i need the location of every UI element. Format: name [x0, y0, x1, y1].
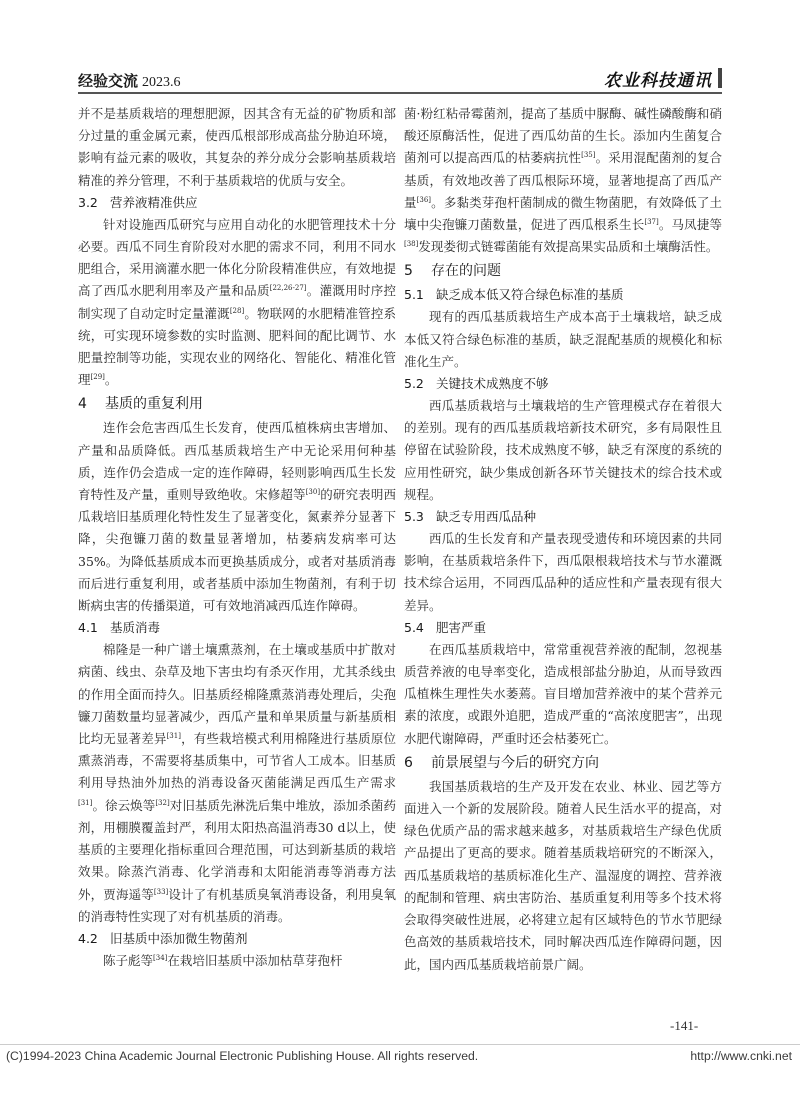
section-heading: 4.1 基质消毒: [78, 620, 161, 636]
footer-link[interactable]: http://www.cnki.net: [690, 1049, 792, 1063]
issue-number: 2023.6: [142, 75, 181, 90]
footer-divider: [0, 1044, 800, 1045]
paragraph: 在西瓜基质栽培中，常常重视营养液的配制，忽视基质营养液的电导率变化，造成根部盐分胁迫，从而导致西瓜植株生理性失水萎蔫。盲目增加营养液中的某个营养元素的浓度，或跟外追肥，造成严重的“高浓度肥害”，出现水肥代谢障碍，严重时还会枯萎死亡。: [404, 641, 722, 746]
section-heading: 5.1 缺乏成本低又符合绿色标准的基质: [404, 287, 624, 303]
section-heading: 5.3 缺乏专用西瓜品种: [404, 509, 537, 525]
right-column: [404, 103, 722, 976]
paragraph: 西瓜基质栽培与土壤栽培的生产管理模式存在着很大的差别。现有的西瓜基质栽培新技术研究，多有局限性且停留在试验阶段，技术成熟度不够，缺乏有深度的系统的应用性研究，缺少集成创新各环节关键技术的综合技术或规程。: [404, 398, 722, 502]
citation: [36]: [416, 195, 432, 204]
citation: [34]: [153, 953, 168, 962]
left-column: [78, 103, 396, 972]
citation: [29]: [90, 373, 105, 382]
section-heading: 4.2 旧基质中添加微生物菌剂: [78, 930, 248, 946]
copyright-notice: (C)1994-2023 China Academic Journal Electronic Publishing House. All rights reserved.: [6, 1049, 479, 1063]
citation: [32]: [155, 798, 170, 807]
section-heading: 5 存在的问题: [404, 263, 501, 280]
citation: [31]: [166, 731, 181, 740]
section-heading: 5.2 关键技术成熟度不够: [404, 376, 549, 392]
section-heading: 5.4 肥害严重: [404, 619, 487, 635]
journal-section: 经验交流: [78, 72, 139, 90]
citation: [30]: [305, 487, 321, 496]
citation: [35]: [581, 151, 596, 160]
citation: [38]: [404, 240, 419, 249]
citation: [31]: [78, 798, 93, 807]
header-rule: [78, 92, 722, 94]
page-number: -141-: [670, 1018, 699, 1033]
section-heading: 6 前景展望与今后的研究方向: [404, 754, 599, 771]
paragraph: 西瓜的生长发育和产量表现受遗传和环境因素的共同影响，在基质栽培条件下，西瓜限根栽培技术与节水灌溉技术综合运用，不同西瓜品种的适应性和产量表现有很大差异。: [404, 531, 722, 613]
citation: [22,26-27]: [269, 284, 307, 293]
paragraph: 棉隆是一种广谱土壤熏蒸剂，在土壤或基质中扩散对病菌、线虫、杂草及地下害虫均有杀灭作用，尤其杀线虫的作用全面而持久。旧基质经棉隆熏蒸消毒处理后，尖孢镰刀菌数量均显著减少，西瓜产量和单果质量与新基质相比均无显著差异[31]，有些栽培模式利用棉隆进行基质原位熏蒸消毒，不需要将基质集中，可节省人工成本。旧基质利用导热油外加热的消毒设备灭菌能满足西瓜生产需求[31]。徐云焕等[32]对旧基质先淋洗后集中堆放，添加杀菌药剂，用棚膜覆盖封严，利用太阳热高温消毒30 d以上，使基质的主要理化指标重回合理范围，可达到新基质的栽培效果。除蒸汽消毒、化学消毒和太阳能消毒等消毒方法外，贾海遥等[33]设计了有机基质臭氧消毒设备，利用臭氧的消毒特性实现了对有机基质的消毒。: [78, 642, 396, 924]
citation: [37]: [644, 217, 659, 226]
header-bar-decoration: [718, 68, 722, 88]
citation: [33]: [153, 887, 169, 896]
section-heading: 3.2 营养液精准供应: [78, 194, 198, 210]
page-header: [78, 66, 722, 96]
section-heading: 4 基质的重复利用: [78, 396, 203, 413]
paragraph: 并不是基质栽培的理想肥源，因其含有无益的矿物质和部分过量的重金属元素，使西瓜根部形成高盐分胁迫环境，影响有益元素的吸收，其复杂的养分成分会影响基质栽培精准的养分管理，不利于基质栽培的优质与安全。: [78, 106, 396, 188]
paragraph: 我国基质栽培的生产及开发在农业、林业、园艺等方面进入一个新的发展阶段。随着人民生活水平的提高，对绿色优质产品的需求越来越多，对基质栽培生产绿色优质产品提出了更高的要求。随着基质栽培研究的不断深入，西瓜基质栽培的基质标准化生产、温湿度的调控、营养液的配制和管理、病虫害防治、基质重复利用等多个技术将会取得突破性进展，必将建立起有区域特色的节水节肥绿色高效的基质栽培技术，同时解决西瓜连作障碍问题，因此，国内西瓜基质栽培前景广阔。: [404, 778, 722, 972]
paragraph: 菌·粉红粘帚霉菌剂，提高了基质中脲酶、碱性磷酸酶和硝酸还原酶活性，促进了西瓜幼苗的生长。添加内生菌复合菌剂可以提高西瓜的枯萎病抗性[35]。采用混配菌剂的复合基质，有效地改善了西瓜根际环境，显著地提高了西瓜产量[36]。多黏类芽孢杆菌制成的微生物菌肥，有效降低了土壤中尖孢镰刀菌数量，促进了西瓜根系生长[37]。马凤捷等[38]发现娄彻式链霉菌能有效提高果实品质和土壤酶活性。: [404, 106, 722, 255]
journal-name-logo: 农业科技通讯: [604, 71, 712, 91]
paragraph: 陈子彪等[34]在栽培旧基质中添加枯草芽孢杆: [103, 952, 343, 968]
paragraph: 现有的西瓜基质栽培生产成本高于土壤栽培，缺乏成本低又符合绿色标准的基质，缺乏混配基质的规模化和标准化生产。: [404, 309, 722, 369]
citation: [28]: [229, 306, 245, 315]
paragraph: 针对设施西瓜研究与应用自动化的水肥管理技术十分必要。西瓜不同生育阶段对水肥的需求不同，利用不同水肥组合，采用滴灌水肥一体化分阶段精准供应，有效地提高了西瓜水肥利用率及产量和品质[22,26-27]。灌溉用时序控制实现了自动定时定量灌溉[28]。物联网的水肥精准管控系统，可实现环境参数的实时监测、肥料间的配比调节、水肥量控制等功能，实现农业的网络化、智能化、精准化管理[29]。: [78, 216, 396, 388]
header-left: [78, 70, 181, 91]
paragraph: 连作会危害西瓜生长发育，使西瓜植株病虫害增加、产量和品质降低。西瓜基质栽培生产中无论采用何种基质，连作仍会造成一定的连作障碍，轻则影响西瓜生长发育特性及产量，重则导致绝收。宋修超等[30]的研究表明西瓜栽培旧基质理化特性发生了显著变化，氮素养分显著下降，尖孢镰刀菌的数量显著增加，枯萎病发病率可达35%。为降低基质成本而更换基质成分，或者对基质消毒而后进行重复利用，或者基质中添加生物菌剂，有利于切断病虫害的传播渠道，可有效地消减西瓜连作障碍。: [78, 420, 396, 614]
